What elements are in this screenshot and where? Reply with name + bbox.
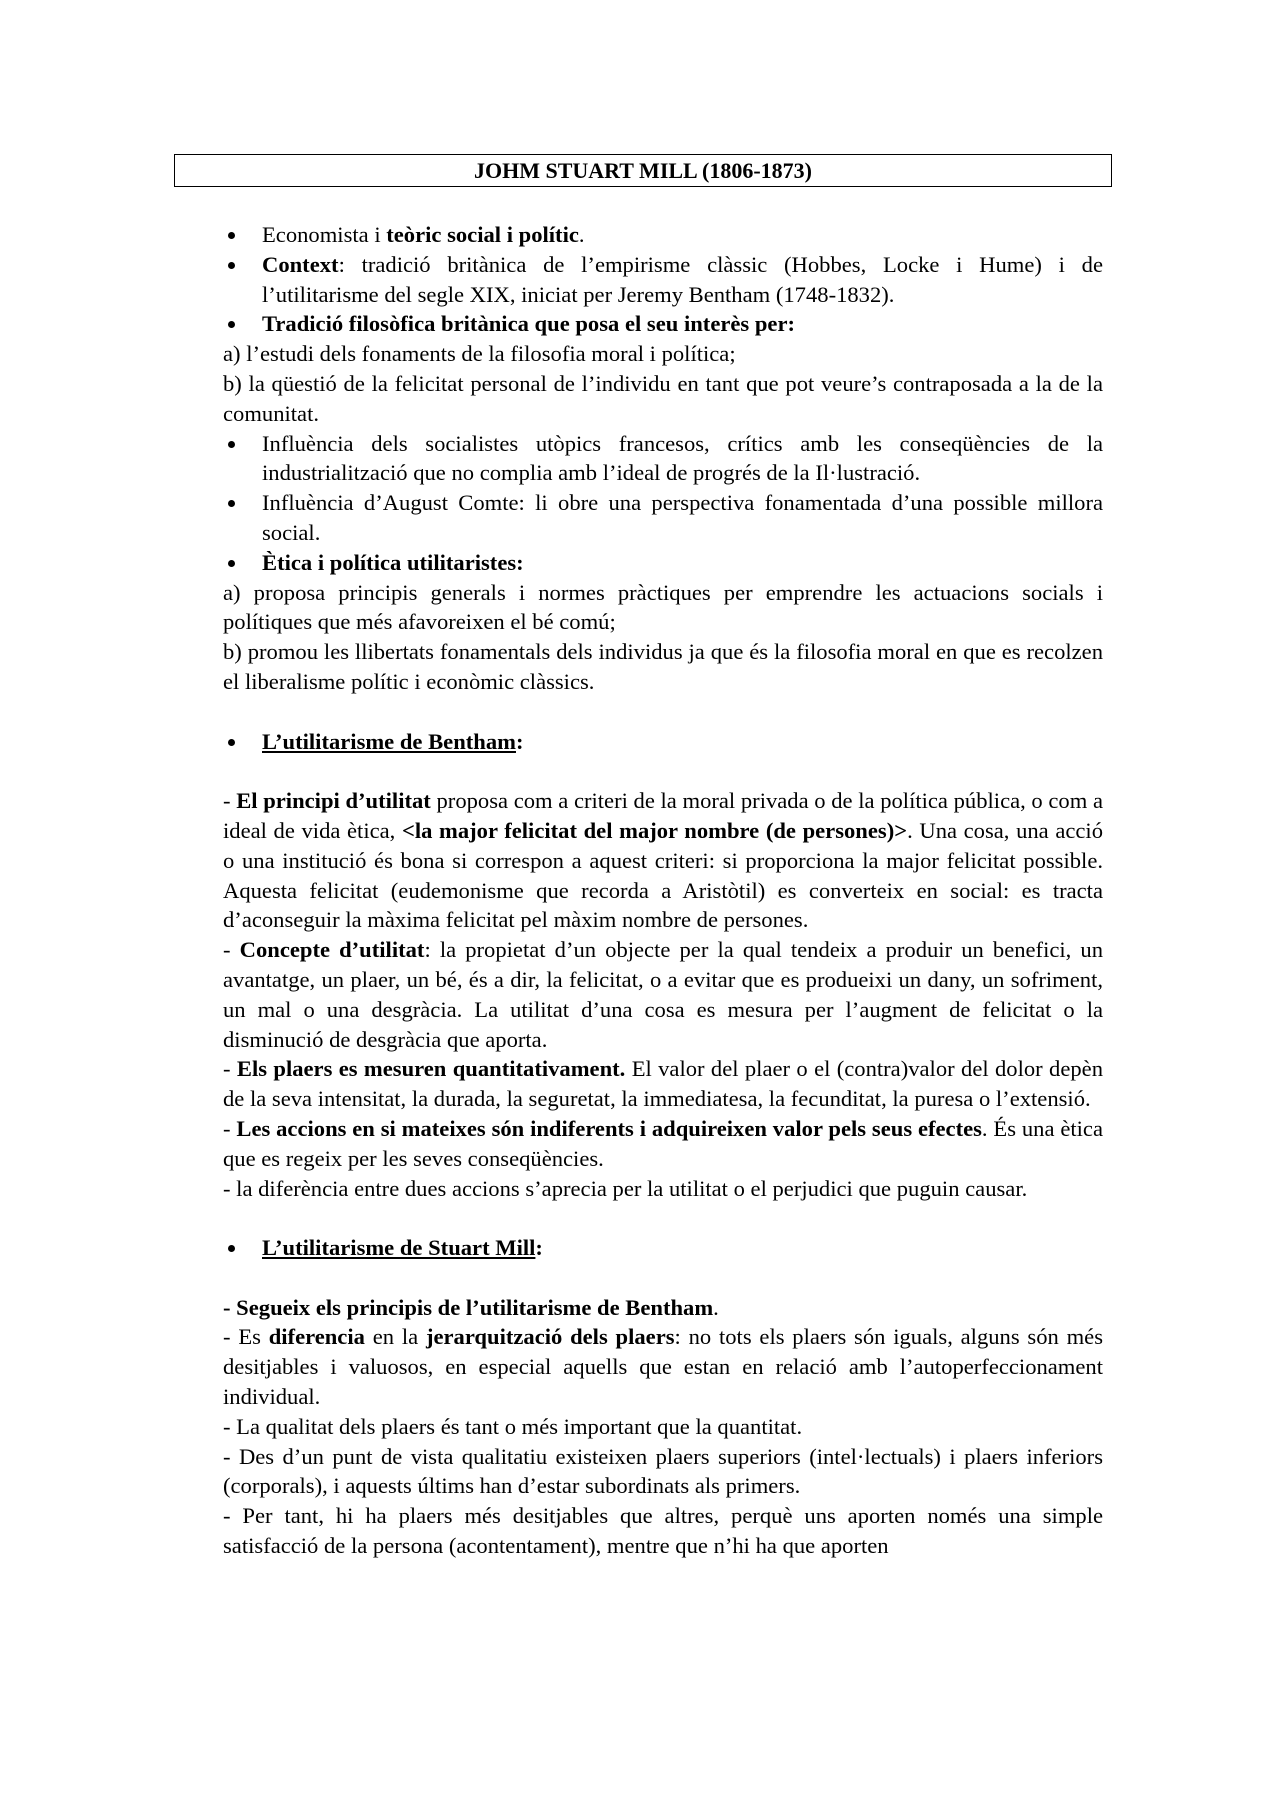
- paragraph: - Des d’un punt de vista qualitatiu existeixen plaers superiors (intel·lectuals) i plaers inferiors (corporals), i aquests últims han d’estar subordinats als primers.: [223, 1443, 1103, 1499]
- paragraph: a) l’estudi dels fonaments de la filosofia moral i política;: [223, 341, 736, 367]
- bullet-icon: [228, 262, 235, 269]
- bullet-icon: [228, 500, 235, 507]
- bullet-icon: [228, 232, 235, 239]
- section-heading-mill: L’utilitarisme de Stuart Mill:: [223, 1233, 1103, 1263]
- bullet-item: Context: tradició britànica de l’empirisme clàssic (Hobbes, Locke i Hume) i de l’utilitarisme del segle XIX, iniciat per Jeremy Bentham (1748-1832).: [223, 250, 1103, 310]
- paragraph: - Les accions en si mateixes són indiferents i adquireixen valor pels seus efectes. És una ètica que es regeix per les seves conseqüències.: [223, 1115, 1103, 1171]
- paragraph: b) promou les llibertats fonamentals dels individus ja que és la filosofia moral en que es recolzen el liberalisme polític i econòmic clàssics.: [223, 639, 1103, 694]
- document-body: [223, 220, 1103, 1561]
- spacer: [223, 1203, 1103, 1233]
- bullet-icon: [228, 441, 235, 448]
- page-title: JOHM STUART MILL (1806-1873): [473, 157, 812, 183]
- bullet-item: Tradició filosòfica britànica que posa el seu interès per:: [223, 309, 1103, 339]
- paragraph: - La qualitat dels plaers és tant o més important que la quantitat.: [223, 1413, 803, 1439]
- paragraph: - El principi d’utilitat proposa com a criteri de la moral privada o de la política pública, o com a ideal de vida ètica, <la major felicitat del major nombre (de persones)>. Una cosa, una acció o una institució és bona si correspon a aquest criteri: si proporciona la major felicitat possible. Aquesta felicitat (eudemonisme que recorda a Aristòtil) es converteix en social: es tracta d’aconseguir la màxima felicitat pel màxim nombre de persones.: [223, 788, 1103, 933]
- spacer: [223, 1263, 1103, 1293]
- spacer: [223, 756, 1103, 786]
- bullet-icon: [228, 321, 235, 328]
- paragraph: - Concepte d’utilitat: la propietat d’un objecte per la qual tendeix a produir un benefici, un avantatge, un plaer, un bé, és a dir, la felicitat, o a evitar que es produeixi un dany, un sofriment, un mal o una desgràcia. La utilitat d’una cosa es mesura per l’augment de felicitat o la disminució de desgràcia que aporta.: [223, 937, 1103, 1052]
- paragraph: - Es diferencia en la jerarquització dels plaers: no tots els plaers són iguals, alguns són més desitjables i valuosos, en especial aquells que estan en relació amb l’autoperfeccionament individual.: [223, 1324, 1103, 1410]
- bullet-item: Economista i teòric social i polític.: [223, 220, 1103, 250]
- bullet-icon: [228, 560, 235, 567]
- paragraph: - Els plaers es mesuren quantitativament. El valor del plaer o el (contra)valor del dolor depèn de la seva intensitat, la durada, la seguretat, la immediatesa, la fecunditat, la puresa o l’extensió.: [223, 1056, 1103, 1112]
- bullet-item: Influència d’August Comte: li obre una perspectiva fonamentada d’una possible millora social.: [223, 488, 1103, 548]
- paragraph: a) proposa principis generals i normes pràctiques per emprendre les actuacions socials i polítiques que més afavoreixen el bé comú;: [223, 579, 1103, 635]
- bullet-icon: [228, 739, 235, 746]
- section-heading-bentham: L’utilitarisme de Bentham:: [223, 727, 1103, 757]
- bullet-item: Ètica i política utilitaristes:: [223, 548, 1103, 578]
- paragraph: - Segueix els principis de l’utilitarisme de Bentham.: [223, 1294, 719, 1320]
- bullet-item: Influència dels socialistes utòpics francesos, crítics amb les conseqüències de la industrialització que no complia amb l’ideal de progrés de la Il·lustració.: [223, 429, 1103, 489]
- paragraph: b) la qüestió de la felicitat personal de l’individu en tant que pot veure’s contraposada a la de la comunitat.: [223, 370, 1103, 426]
- paragraph: - la diferència entre dues accions s’aprecia per la utilitat o el perjudici que puguin causar.: [223, 1175, 1028, 1201]
- spacer: [223, 697, 1103, 727]
- paragraph: - Per tant, hi ha plaers més desitjables que altres, perquè uns aporten només una simple satisfacció de la persona (acontentament), mentre que n’hi ha que aporten: [223, 1503, 1103, 1559]
- title-box: [174, 154, 1112, 187]
- bullet-icon: [228, 1245, 235, 1252]
